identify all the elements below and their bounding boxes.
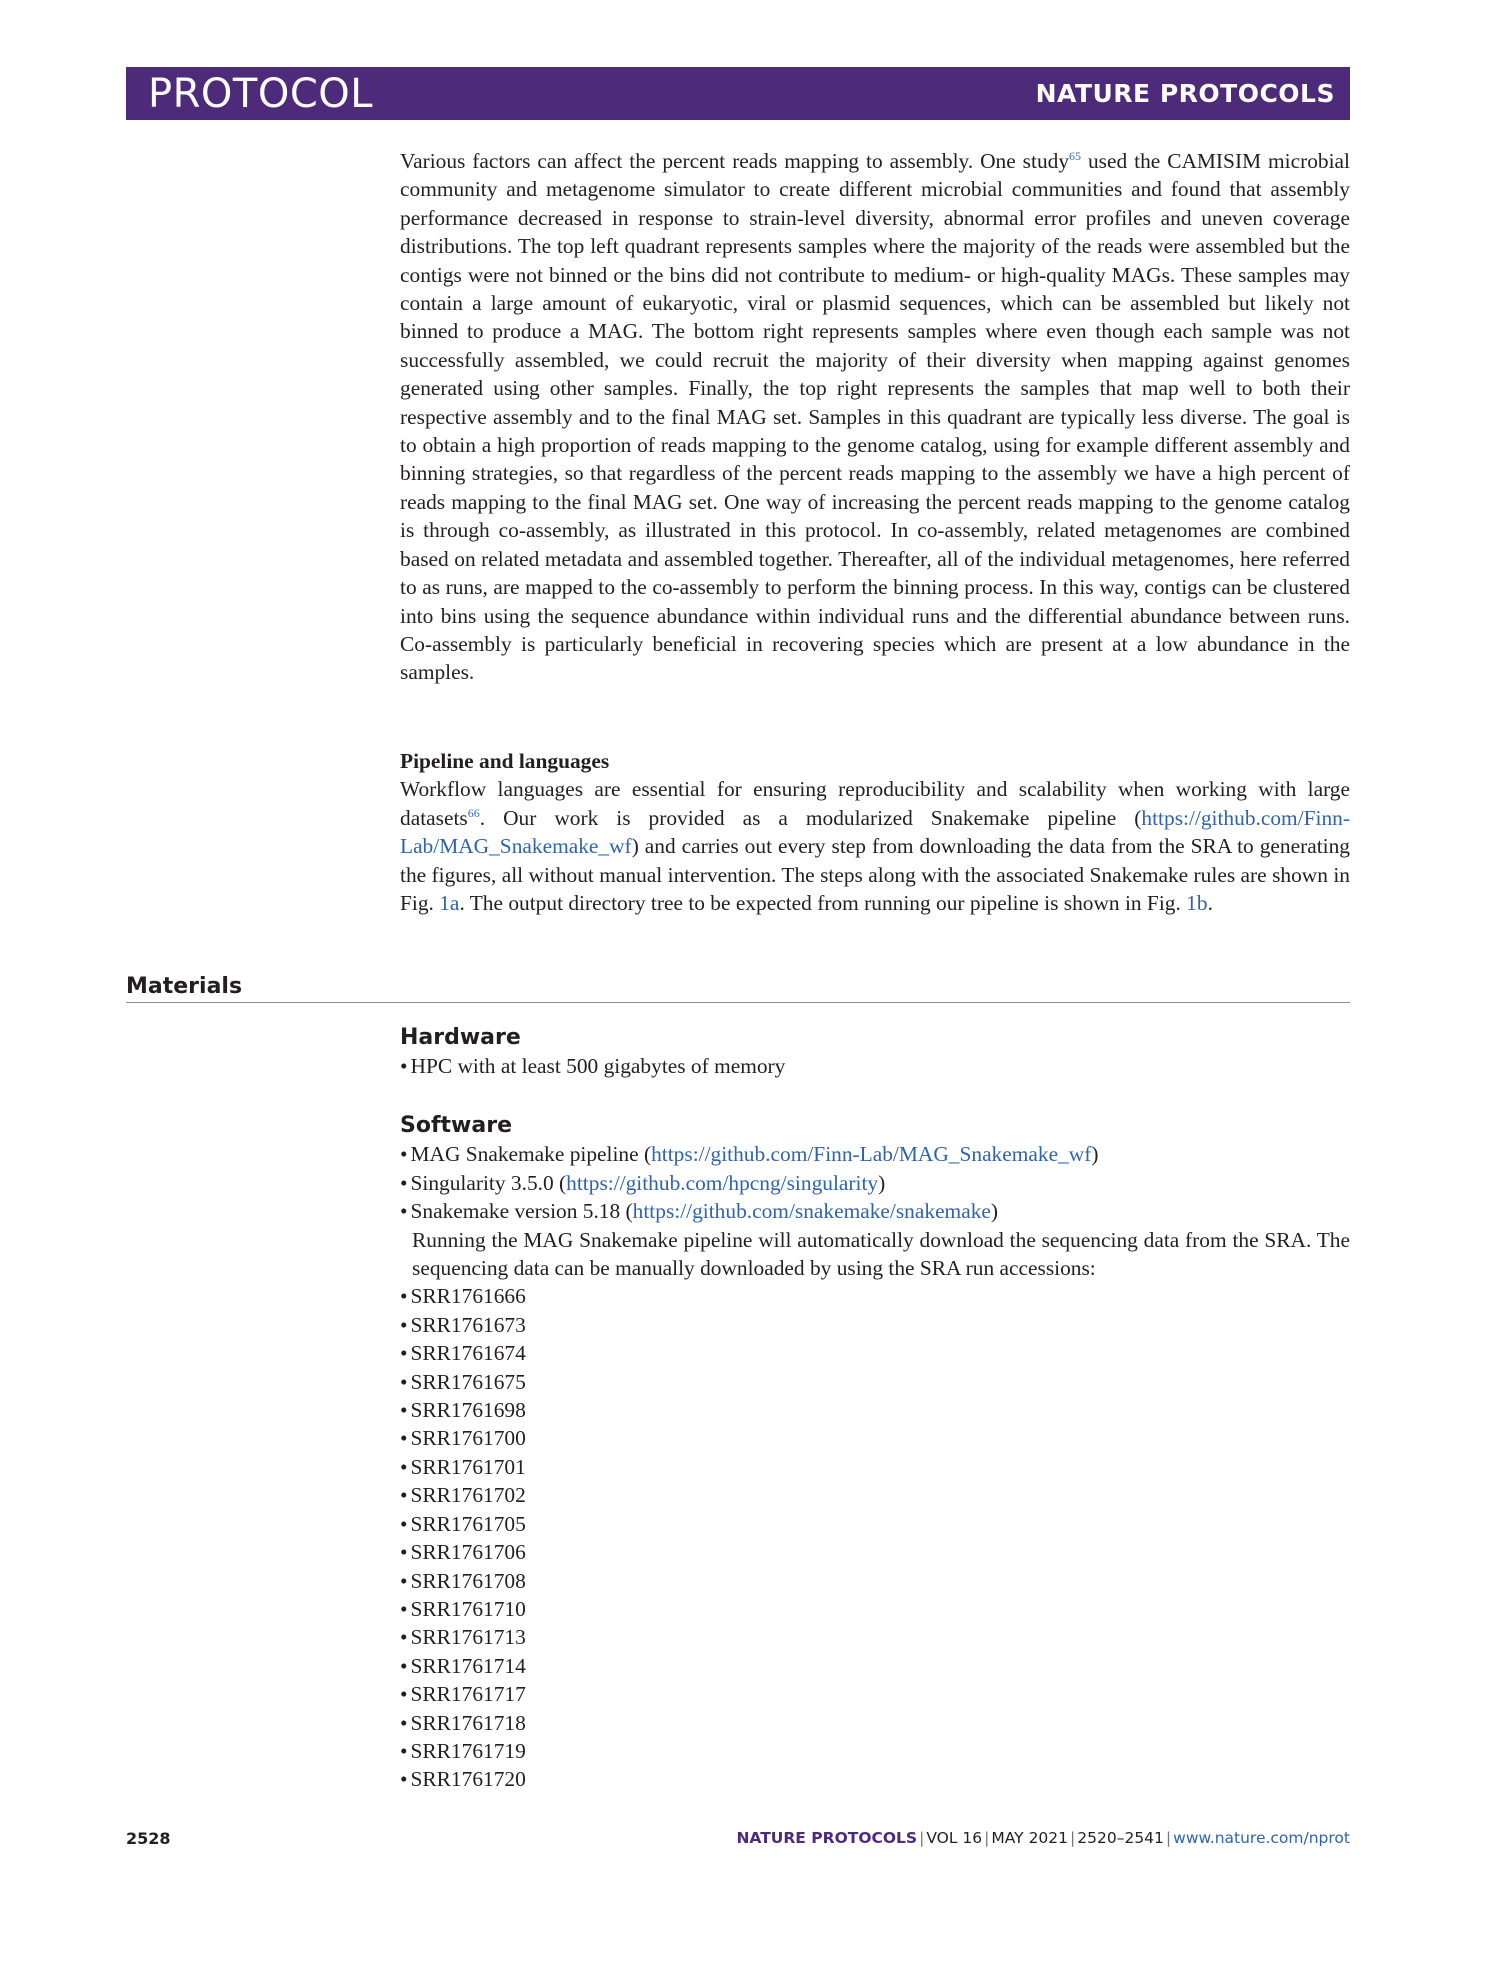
list-item: • SRR1761674 — [400, 1339, 1350, 1367]
list-item: • SRR1761714 — [400, 1652, 1350, 1680]
hardware-section — [400, 1024, 1350, 1081]
list-item: • SRR1761705 — [400, 1510, 1350, 1538]
list-item: • SRR1761706 — [400, 1538, 1350, 1566]
figure-1b-link[interactable]: 1b — [1186, 891, 1208, 916]
list-item: • HPC with at least 500 gigabytes of memory — [400, 1052, 1350, 1080]
list-item: • SRR1761720 — [400, 1765, 1350, 1793]
sra-note: Running the MAG Snakemake pipeline will automatically download the sequencing data from the SRA. The sequencing data can be manually downloaded by using the SRA run accessions: — [412, 1227, 1350, 1281]
footer-journal: NATURE PROTOCOLS — [736, 1829, 918, 1847]
footer-date: MAY 2021 — [991, 1829, 1069, 1847]
software-section — [400, 1112, 1350, 1794]
footer-url-link[interactable]: www.nature.com/nprot — [1173, 1829, 1350, 1847]
software-heading: Software — [400, 1113, 512, 1138]
list-item: • SRR1761698 — [400, 1396, 1350, 1424]
singularity-link[interactable]: https://github.com/hpcng/singularity — [566, 1170, 879, 1195]
page-number: 2528 — [126, 1829, 171, 1848]
software-list — [400, 1140, 1350, 1225]
list-item: • SRR1761675 — [400, 1368, 1350, 1396]
list-item: • SRR1761718 — [400, 1709, 1350, 1737]
footer-pages: 2520–2541 — [1077, 1829, 1164, 1847]
materials-heading: Materials — [126, 974, 1350, 1003]
page-header — [126, 67, 1350, 120]
list-item: • Singularity 3.5.0 (https://github.com/hpcng/singularity) — [400, 1169, 1350, 1197]
list-item: • MAG Snakemake pipeline (https://github.com/Finn-Lab/MAG_Snakemake_wf) — [400, 1140, 1350, 1168]
list-item: • SRR1761666 — [400, 1282, 1350, 1310]
snakemake-link[interactable]: https://github.com/snakemake/snakemake — [632, 1199, 991, 1224]
list-item: • SRR1761701 — [400, 1453, 1350, 1481]
list-item: • SRR1761708 — [400, 1567, 1350, 1595]
accession-list — [400, 1282, 1350, 1793]
journal-name: NATURE PROTOCOLS — [1035, 79, 1335, 108]
list-item: • Snakemake version 5.18 (https://github.com/snakemake/snakemake) — [400, 1197, 1350, 1225]
list-item: • SRR1761719 — [400, 1737, 1350, 1765]
hardware-heading: Hardware — [400, 1025, 521, 1050]
list-item: • SRR1761710 — [400, 1595, 1350, 1623]
intro-paragraph: Various factors can affect the percent reads mapping to assembly. One study$^{65}$ used the CAMISIM microbial community and metagenome simulator to create different microbial communities and found that assembly performance decreased in response to strain-level diversity, abnormal error profiles and uneven coverage distributions. The top left quadrant represents samples where the majority of the reads were assembled but the contigs were not binned or the bins did not contribute to medium- or high-quality MAGs. These samples may contain a large amount of eukaryotic, viral or plasmid sequences, which can be assembled but likely not binned to produce a MAG. The bottom right represents samples where even though each sample was not successfully assembled, we could recruit the majority of their diversity when mapping against genomes generated using other samples. Finally, the top right represents the samples that map well to both their respective assembly and to the final MAG set. Samples in this quadrant are typically less diverse. The goal is to obtain a high proportion of reads mapping to the genome catalog, using for example different assembly and binning strategies, so that regardless of the percent reads mapping to the assembly we have a high percent of reads mapping to the final MAG set. One way of increasing the percent reads mapping to the genome catalog is through co-assembly, as illustrated in this protocol. In co-assembly, related metagenomes are combined based on related metadata and assembled together. Thereafter, all of the individual metagenomes, here referred to as runs, are mapped to the co-assembly to perform the binning process. In this way, contigs can be clustered into bins using the sequence abundance within individual runs and the differential abundance between runs. Co-assembly is particularly beneficial in recovering species which are present at a low abundance in the samples. — [400, 148, 1350, 685]
pipeline-section — [400, 747, 1350, 917]
hardware-list — [400, 1052, 1350, 1080]
pipeline-paragraph: Workflow languages are essential for ensuring reproducibility and scalability when working with large datasets$^{66}$. Our work is provided as a modularized Snakemake pipeline (https://github.com/Finn-Lab/MAG_Snakemake_wf) and carries out every step from downloading the data from the SRA to generating the figures, all without manual intervention. The steps along with the associated Snakemake rules are shown in Fig. 1a. The output directory tree to be expected from running our pipeline is shown in Fig. 1b. — [400, 777, 1350, 916]
list-item: • SRR1761673 — [400, 1311, 1350, 1339]
list-item: • SRR1761700 — [400, 1424, 1350, 1452]
list-item: • SRR1761713 — [400, 1623, 1350, 1651]
list-item: • SRR1761702 — [400, 1481, 1350, 1509]
footer-volume: VOL 16 — [926, 1829, 983, 1847]
list-item: • SRR1761717 — [400, 1680, 1350, 1708]
pipeline-url-link[interactable]: https://github.com/Finn-Lab/MAG_Snakemake_wf — [400, 805, 1350, 859]
pipeline-heading: Pipeline and languages — [400, 749, 610, 773]
reference-link[interactable]: 66 — [467, 805, 480, 820]
footer-citation: NATURE PROTOCOLS | VOL 16 | MAY 2021 | 2520–2541 | www.nature.com/nprot — [736, 1829, 1350, 1847]
section-label: PROTOCOL — [148, 70, 374, 117]
reference-link[interactable]: 65 — [1069, 148, 1082, 163]
mag-pipeline-link[interactable]: https://github.com/Finn-Lab/MAG_Snakemake_wf — [651, 1142, 1092, 1167]
figure-1a-link[interactable]: 1a — [439, 891, 460, 916]
